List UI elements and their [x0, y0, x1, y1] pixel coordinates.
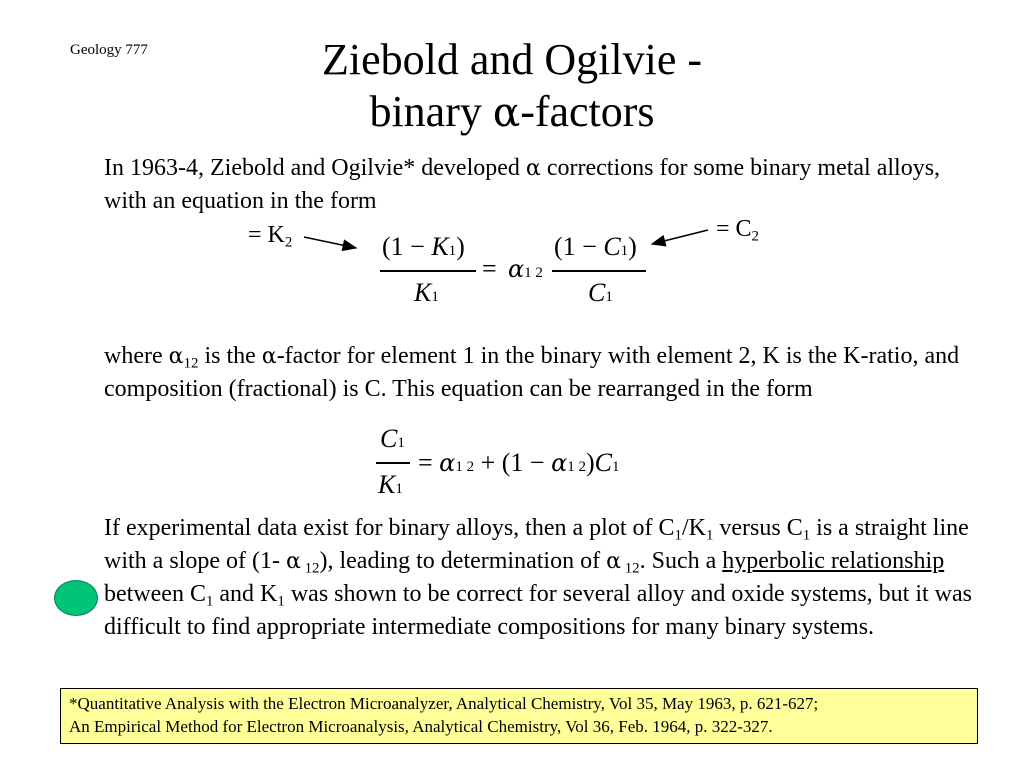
title-line-1: Ziebold and Ogilvie - [321, 35, 702, 84]
subscript: 1 [205, 593, 214, 610]
exp-text: . Such a [639, 548, 723, 574]
c2-label-sub: 2 [751, 228, 759, 245]
course-label: Geology 777 [70, 42, 148, 58]
where-text-3: -factor for element 1 in the binary with element 2, K is the K-ratio, and composition (fractional) is C. This equation can be rearranged in the form [104, 343, 960, 402]
exp-text: between C [104, 581, 206, 607]
eq1-alpha-sub: 1 2 [524, 265, 543, 281]
subscript: 1 [277, 593, 285, 610]
eq2-var-c: C [380, 424, 398, 453]
eq1-sub: 1 [605, 289, 613, 305]
where-text-1: where [104, 343, 169, 369]
eq1-denominator-left [414, 278, 439, 308]
exp-text: If experimental data exist for binary alloys, then a plot of C [104, 515, 675, 541]
subscript: 12 [621, 560, 640, 577]
eq1-var-c: C [588, 278, 606, 307]
exp-text: ), leading to determination of [319, 548, 607, 574]
subscript: 1 [802, 527, 811, 544]
alpha-symbol: α [439, 449, 456, 477]
eq1-numerator-right [554, 232, 637, 262]
eq1-sub: 1 [620, 243, 629, 259]
subscript: 1 [674, 527, 682, 544]
eq2-equals: = [418, 448, 433, 477]
eq1-denominator-right [588, 278, 613, 308]
eq1-close: ) [456, 232, 465, 261]
equation-1 [370, 232, 670, 322]
alpha-symbol: α [551, 449, 568, 477]
eq1-equals: = [482, 254, 497, 283]
green-bullet-marker [54, 580, 98, 616]
eq2-var-c: C [594, 448, 612, 477]
eq1-sub: 1 [448, 243, 457, 259]
alpha-symbol: α [492, 88, 521, 136]
eq1-var-k: K [431, 232, 449, 261]
eq2-var-k: K [378, 470, 396, 499]
intro-text-1: In 1963-4, Ziebold and Ogilvie* developed [104, 155, 526, 181]
eq2-sub: 1 [397, 435, 405, 451]
eq2-alpha-sub: 1 2 [455, 459, 475, 475]
eq1-var-c: C [603, 232, 621, 261]
footnote-line-1: *Quantitative Analysis with the Electron Microanalyzer, Analytical Chemistry, Vol 35, May 1963, p. 621-627; [69, 694, 819, 713]
alpha-symbol: α [508, 255, 525, 283]
paragraph-where [104, 340, 984, 406]
eq2-open: (1 − [501, 448, 545, 477]
exp-text: and K [213, 581, 278, 607]
eq1-numerator-left [382, 232, 465, 262]
title-binary: binary [369, 87, 493, 136]
eq1-sub: 1 [431, 289, 439, 305]
subscript: 12 [300, 560, 320, 577]
footnote-line-2: An Empirical Method for Electron Microanalysis, Analytical Chemistry, Vol 36, Feb. 1964, p. 322-327. [69, 717, 773, 736]
alpha-symbol: α [261, 344, 277, 369]
alpha-symbol: α [525, 156, 541, 181]
footnote-box [60, 688, 978, 744]
alpha-symbol: α [606, 549, 621, 574]
eq2-alpha2-sub: 1 2 [567, 459, 586, 475]
c2-label-text: = C [716, 216, 752, 242]
eq1-var-k: K [414, 278, 432, 307]
eq2-denominator [378, 470, 403, 500]
exp-text: was shown to be correct for several alloy and oxide systems, but it was difficult to find appropriate intermediate compositions for many binary systems. [104, 581, 972, 640]
eq2-close: ) [585, 448, 595, 477]
paragraph-experimental [104, 512, 984, 644]
eq1-num-left-open: (1 − [382, 232, 432, 261]
eq2-sub: 1 [612, 459, 620, 475]
eq2-numerator [380, 424, 405, 454]
exp-text: /K [681, 515, 706, 541]
alpha-symbol: α [285, 549, 301, 574]
where-text-2: is the [198, 343, 262, 369]
eq2-sub: 1 [395, 481, 403, 497]
intro-text-2: corrections for some binary metal alloys, with an equation in the form [104, 155, 941, 214]
hyperbolic-relationship-link[interactable]: hyperbolic relationship [722, 548, 945, 574]
eq1-alpha [508, 254, 543, 284]
eq2-rhs [418, 448, 620, 478]
exp-text: is a straight line with a slope of (1- [104, 515, 969, 574]
k2-label-text: = K [248, 222, 285, 248]
eq2-plus: + [480, 448, 496, 477]
eq2-fraction-bar [376, 462, 410, 464]
equation-2 [372, 424, 692, 510]
eq1-close: ) [628, 232, 637, 261]
exp-text: versus C [713, 515, 803, 541]
eq1-fraction-bar-left [380, 270, 476, 272]
eq1-num-right-open: (1 − [554, 232, 604, 261]
title-factors: -factors [520, 87, 655, 136]
subscript: 1 [705, 527, 714, 544]
arrow-to-k1 [304, 237, 356, 248]
alpha-symbol: α [168, 344, 184, 369]
k2-label-sub: 2 [284, 234, 293, 251]
alpha-sub: 12 [183, 355, 199, 372]
eq1-fraction-bar-right [552, 270, 646, 272]
